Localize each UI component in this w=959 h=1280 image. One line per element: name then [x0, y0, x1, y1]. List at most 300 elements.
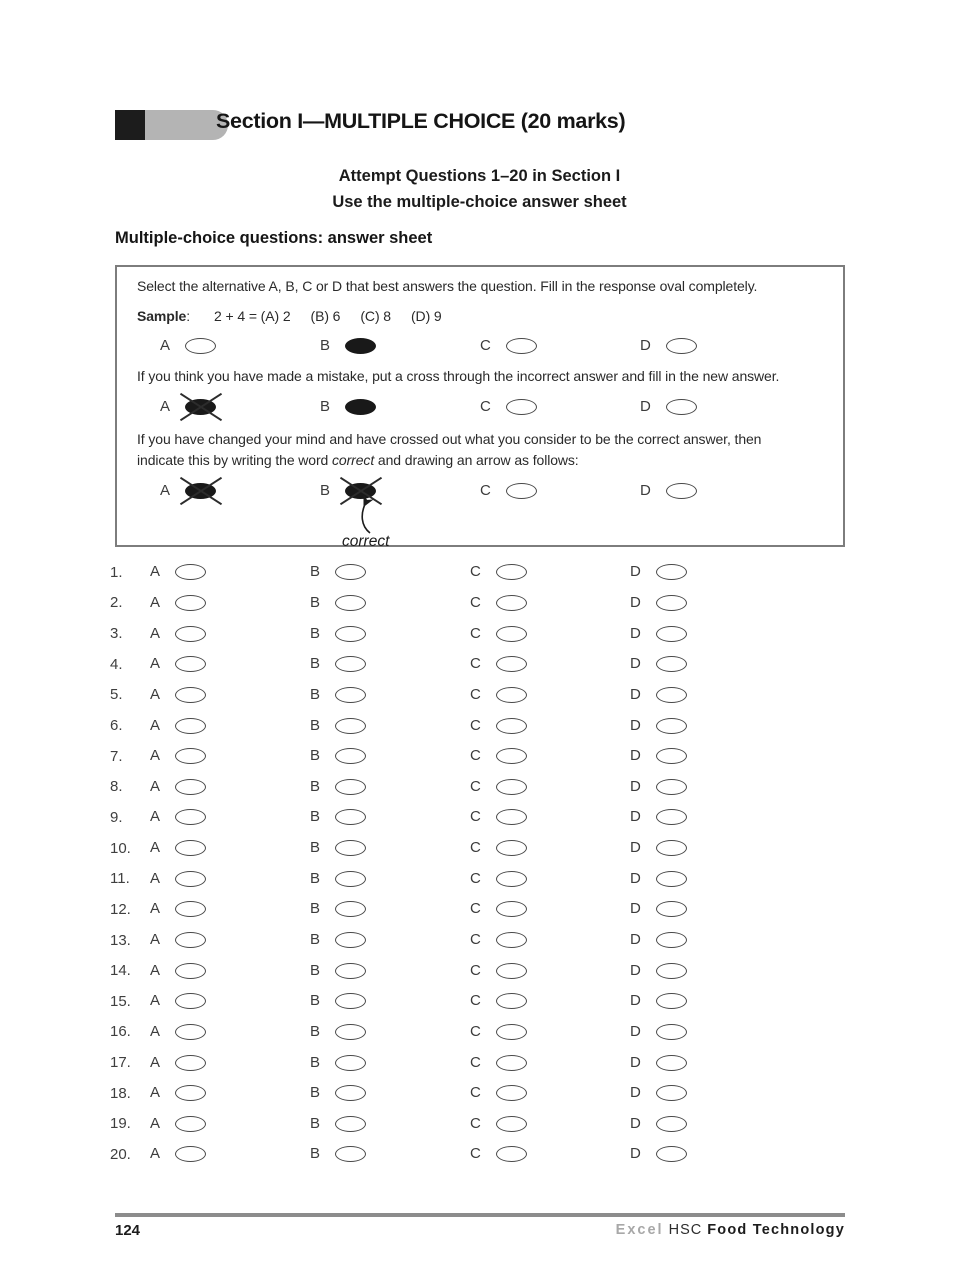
answer-row	[110, 1078, 870, 1109]
oval-shape-icon	[175, 1085, 206, 1101]
oval-shape-icon	[496, 901, 527, 917]
option-letter: B	[310, 931, 321, 948]
response-oval[interactable]	[175, 1055, 206, 1071]
option-letter: B	[310, 992, 321, 1010]
option-a	[150, 932, 310, 949]
response-oval[interactable]	[175, 1024, 206, 1040]
oval-shape-icon	[656, 1116, 687, 1132]
option-letter: A	[150, 716, 161, 734]
answer-grid	[110, 557, 870, 1170]
option-letter: D	[640, 336, 651, 354]
option-a	[150, 686, 310, 703]
option-b	[310, 656, 470, 673]
option-b	[310, 748, 470, 765]
instruction-select-line: Select the alternative A, B, C or D that best answers the question. Fill in the response oval completely.	[137, 278, 758, 294]
oval-shape-icon	[496, 1146, 527, 1162]
oval-shape-icon	[496, 1024, 527, 1040]
brand-hsc: HSC	[663, 1222, 708, 1238]
option-letter: A	[160, 336, 171, 354]
option-a	[160, 482, 320, 499]
option-c	[470, 993, 630, 1010]
response-oval[interactable]	[175, 779, 206, 795]
option-letter: A	[150, 869, 161, 887]
option-letter: D	[630, 777, 641, 795]
response-oval[interactable]	[175, 718, 206, 734]
response-oval[interactable]	[175, 1085, 206, 1101]
option-c	[470, 901, 630, 918]
option-c	[480, 482, 640, 499]
oval-shape-icon	[175, 1055, 206, 1071]
response-oval[interactable]	[175, 595, 206, 611]
option-letter: B	[320, 336, 331, 354]
option-letter: A	[150, 685, 161, 703]
response-oval[interactable]	[656, 656, 687, 672]
response-oval[interactable]	[335, 1085, 366, 1101]
oval-shape-icon	[335, 1146, 366, 1162]
option-a	[150, 962, 310, 979]
response-oval[interactable]	[496, 993, 527, 1009]
changed-line-italic-word: correct	[332, 452, 375, 468]
option-d	[630, 870, 790, 887]
oval-shape-icon	[496, 993, 527, 1009]
oval-shape-icon	[496, 1116, 527, 1132]
oval-shape-icon	[496, 840, 527, 856]
response-oval[interactable]	[496, 687, 527, 703]
answer-row	[110, 925, 870, 956]
response-oval[interactable]	[656, 840, 687, 856]
option-d	[640, 337, 800, 354]
response-oval[interactable]	[496, 871, 527, 887]
response-oval[interactable]	[656, 871, 687, 887]
oval-shape-icon	[175, 687, 206, 703]
response-oval[interactable]	[335, 564, 366, 580]
response-oval[interactable]	[656, 1055, 687, 1071]
response-oval[interactable]	[656, 993, 687, 1009]
oval-shape-icon	[175, 748, 206, 764]
option-letter: A	[150, 655, 161, 673]
response-oval[interactable]	[175, 1146, 206, 1162]
response-oval[interactable]	[175, 901, 206, 917]
option-letter: B	[310, 685, 321, 703]
option-letter: C	[470, 839, 481, 857]
response-oval[interactable]	[335, 687, 366, 703]
response-oval[interactable]	[175, 932, 206, 948]
option-c	[470, 1146, 630, 1163]
oval-shape-icon	[496, 871, 527, 887]
oval-shape-icon	[496, 963, 527, 979]
option-c	[470, 625, 630, 642]
option-letter: A	[150, 839, 161, 857]
option-letter: A	[150, 1145, 161, 1163]
response-oval[interactable]	[496, 1024, 527, 1040]
option-letter: D	[640, 481, 651, 499]
option-d	[630, 717, 790, 734]
option-letter: D	[630, 869, 641, 887]
oval-shape-icon	[175, 1024, 206, 1040]
oval-shape-icon	[656, 901, 687, 917]
page-title: Section I—MULTIPLE CHOICE (20 marks)	[216, 109, 626, 133]
response-oval	[345, 483, 376, 499]
option-b	[310, 686, 470, 703]
answer-row	[110, 894, 870, 925]
question-number: 15.	[110, 992, 131, 1010]
oval-shape-icon	[666, 338, 697, 354]
option-c	[470, 1085, 630, 1102]
option-letter: A	[150, 1022, 161, 1040]
option-d	[630, 594, 790, 611]
response-oval[interactable]	[496, 809, 527, 825]
oval-shape-icon	[656, 871, 687, 887]
option-letter: B	[310, 1084, 321, 1102]
response-oval	[345, 399, 376, 415]
response-oval[interactable]	[496, 626, 527, 642]
mistake-answer-row	[160, 398, 835, 415]
response-oval[interactable]	[335, 1116, 366, 1132]
answer-row	[110, 1017, 870, 1048]
response-oval	[185, 399, 216, 415]
response-oval[interactable]	[656, 901, 687, 917]
oval-shape-icon	[175, 840, 206, 856]
question-number: 10.	[110, 839, 131, 857]
question-number: 2.	[110, 594, 123, 612]
response-oval	[506, 399, 537, 415]
answer-row	[110, 741, 870, 772]
oval-shape-icon	[656, 626, 687, 642]
oval-shape-icon	[656, 993, 687, 1009]
option-letter: B	[310, 593, 321, 611]
subtitle	[0, 163, 959, 215]
option-letter: B	[310, 777, 321, 795]
oval-shape-icon	[335, 901, 366, 917]
option-letter: D	[630, 1053, 641, 1071]
option-a	[150, 594, 310, 611]
response-oval[interactable]	[335, 1024, 366, 1040]
oval-shape-icon	[175, 993, 206, 1009]
response-oval[interactable]	[335, 963, 366, 979]
oval-shape-icon	[175, 564, 206, 580]
sample-option-d: (D) 9	[411, 308, 442, 324]
response-oval[interactable]	[656, 1146, 687, 1162]
response-oval[interactable]	[656, 779, 687, 795]
response-oval	[185, 483, 216, 499]
option-a	[150, 901, 310, 918]
oval-shape-icon	[656, 564, 687, 580]
option-letter: B	[310, 961, 321, 979]
instruction-changed-line	[137, 429, 805, 471]
response-oval[interactable]	[335, 779, 366, 795]
response-oval[interactable]	[656, 626, 687, 642]
option-letter: C	[480, 481, 491, 499]
response-oval	[506, 338, 537, 354]
response-oval[interactable]	[175, 963, 206, 979]
response-oval[interactable]	[335, 656, 366, 672]
oval-shape-icon	[656, 1024, 687, 1040]
option-a	[150, 564, 310, 581]
response-oval[interactable]	[335, 840, 366, 856]
response-oval[interactable]	[175, 564, 206, 580]
oval-shape-icon	[496, 1055, 527, 1071]
option-d	[630, 748, 790, 765]
option-a	[160, 337, 320, 354]
option-a	[150, 1115, 310, 1132]
option-c	[470, 594, 630, 611]
question-number: 19.	[110, 1115, 131, 1133]
response-oval[interactable]	[496, 595, 527, 611]
response-oval[interactable]	[656, 932, 687, 948]
response-oval[interactable]	[496, 748, 527, 764]
option-d	[630, 962, 790, 979]
option-letter: B	[310, 808, 321, 826]
option-d	[630, 840, 790, 857]
option-d	[630, 564, 790, 581]
option-d	[630, 778, 790, 795]
question-number: 9.	[110, 808, 123, 826]
option-letter: C	[470, 1053, 481, 1071]
option-letter: D	[630, 961, 641, 979]
option-a	[150, 1023, 310, 1040]
oval-shape-icon	[506, 399, 537, 415]
option-b	[320, 337, 480, 354]
oval-shape-icon	[345, 399, 376, 415]
option-d	[630, 1054, 790, 1071]
oval-shape-icon	[656, 687, 687, 703]
oval-shape-icon	[666, 399, 697, 415]
option-b	[310, 932, 470, 949]
subtitle-line2: Use the multiple-choice answer sheet	[332, 193, 627, 211]
option-d	[640, 398, 800, 415]
option-d	[630, 901, 790, 918]
response-oval[interactable]	[496, 840, 527, 856]
response-oval[interactable]	[335, 901, 366, 917]
option-d	[630, 1023, 790, 1040]
oval-shape-icon	[496, 656, 527, 672]
answer-row	[110, 649, 870, 680]
response-oval[interactable]	[175, 1116, 206, 1132]
response-oval[interactable]	[656, 595, 687, 611]
response-oval[interactable]	[175, 871, 206, 887]
option-letter: B	[310, 1022, 321, 1040]
oval-shape-icon	[656, 779, 687, 795]
response-oval[interactable]	[656, 564, 687, 580]
response-oval[interactable]	[335, 748, 366, 764]
response-oval[interactable]	[656, 809, 687, 825]
response-oval[interactable]	[656, 748, 687, 764]
oval-shape-icon	[496, 687, 527, 703]
response-oval[interactable]	[496, 656, 527, 672]
option-letter: B	[310, 1053, 321, 1071]
option-letter: A	[160, 397, 171, 415]
option-letter: D	[630, 900, 641, 918]
option-c	[470, 778, 630, 795]
response-oval[interactable]	[656, 1085, 687, 1101]
option-letter: C	[470, 716, 481, 734]
option-c	[470, 962, 630, 979]
response-oval[interactable]	[335, 595, 366, 611]
option-b	[310, 717, 470, 734]
option-a	[150, 870, 310, 887]
option-b	[310, 564, 470, 581]
oval-shape-icon	[656, 840, 687, 856]
option-b	[310, 1115, 470, 1132]
sample-colon: :	[186, 308, 190, 324]
answer-row	[110, 986, 870, 1017]
answer-row	[110, 1047, 870, 1078]
response-oval[interactable]	[175, 840, 206, 856]
response-oval[interactable]	[656, 687, 687, 703]
question-number: 4.	[110, 655, 123, 673]
option-letter: D	[630, 747, 641, 765]
option-b	[310, 962, 470, 979]
oval-shape-icon	[335, 687, 366, 703]
response-oval[interactable]	[175, 687, 206, 703]
response-oval[interactable]	[335, 932, 366, 948]
response-oval[interactable]	[496, 1116, 527, 1132]
response-oval[interactable]	[496, 901, 527, 917]
option-b	[310, 594, 470, 611]
response-oval[interactable]	[335, 1055, 366, 1071]
option-c	[470, 564, 630, 581]
option-letter: A	[150, 808, 161, 826]
option-a	[150, 840, 310, 857]
instruction-box	[115, 265, 845, 550]
question-number: 7.	[110, 747, 123, 765]
question-number: 18.	[110, 1084, 131, 1102]
oval-shape-icon	[175, 963, 206, 979]
oval-shape-icon	[175, 595, 206, 611]
option-letter: B	[310, 900, 321, 918]
section-heading: Multiple-choice questions: answer sheet	[115, 229, 433, 247]
question-number: 20.	[110, 1145, 131, 1163]
option-letter: D	[630, 1145, 641, 1163]
answer-row	[110, 955, 870, 986]
response-oval[interactable]	[496, 1055, 527, 1071]
option-letter: A	[150, 777, 161, 795]
answer-row	[110, 771, 870, 802]
response-oval[interactable]	[496, 932, 527, 948]
option-letter: B	[310, 869, 321, 887]
option-d	[630, 1115, 790, 1132]
oval-shape-icon	[496, 748, 527, 764]
response-oval[interactable]	[496, 779, 527, 795]
oval-shape-icon	[656, 1085, 687, 1101]
answer-row	[110, 557, 870, 588]
option-letter: B	[310, 1145, 321, 1163]
option-letter: D	[630, 624, 641, 642]
response-oval[interactable]	[656, 963, 687, 979]
oval-shape-icon	[335, 963, 366, 979]
oval-shape-icon	[656, 809, 687, 825]
oval-shape-icon	[656, 1146, 687, 1162]
option-letter: C	[470, 777, 481, 795]
option-c	[470, 686, 630, 703]
oval-shape-icon	[175, 809, 206, 825]
response-oval[interactable]	[175, 993, 206, 1009]
option-letter: C	[470, 869, 481, 887]
option-letter: C	[470, 931, 481, 948]
response-oval[interactable]	[496, 718, 527, 734]
option-a	[150, 717, 310, 734]
option-letter: B	[310, 747, 321, 765]
response-oval[interactable]	[496, 1146, 527, 1162]
response-oval[interactable]	[335, 718, 366, 734]
answer-row	[110, 618, 870, 649]
response-oval[interactable]	[175, 626, 206, 642]
response-oval[interactable]	[335, 626, 366, 642]
response-oval	[345, 338, 376, 354]
oval-shape-icon	[496, 1085, 527, 1101]
answer-row	[110, 863, 870, 894]
response-oval[interactable]	[175, 656, 206, 672]
oval-shape-icon	[335, 626, 366, 642]
option-b	[310, 1054, 470, 1071]
option-b	[310, 625, 470, 642]
option-letter: D	[630, 992, 641, 1010]
response-oval[interactable]	[335, 993, 366, 1009]
response-oval[interactable]	[656, 1024, 687, 1040]
response-oval[interactable]	[496, 564, 527, 580]
response-oval[interactable]	[335, 1146, 366, 1162]
answer-row	[110, 710, 870, 741]
option-letter: B	[310, 1114, 321, 1132]
response-oval[interactable]	[335, 871, 366, 887]
oval-shape-icon	[335, 748, 366, 764]
question-number: 17.	[110, 1054, 131, 1072]
oval-shape-icon	[666, 483, 697, 499]
option-letter: B	[310, 655, 321, 673]
answer-row	[110, 833, 870, 864]
changed-answer-row	[160, 481, 835, 550]
instruction-mistake-line: If you think you have made a mistake, put a cross through the incorrect answer and fill in the new answer.	[137, 368, 780, 384]
option-a	[150, 1085, 310, 1102]
option-b	[310, 993, 470, 1010]
response-oval[interactable]	[496, 1085, 527, 1101]
oval-shape-icon	[656, 932, 687, 948]
correct-word: correct	[342, 533, 390, 550]
question-number: 14.	[110, 962, 131, 980]
footer-page-number: 124	[115, 1222, 141, 1239]
oval-shape-icon	[175, 626, 206, 642]
response-oval	[666, 338, 697, 354]
option-letter: A	[150, 900, 161, 918]
answer-row	[110, 680, 870, 711]
option-letter: C	[470, 1084, 481, 1102]
section-marker	[115, 110, 215, 140]
oval-shape-icon	[496, 595, 527, 611]
response-oval[interactable]	[335, 809, 366, 825]
response-oval[interactable]	[656, 718, 687, 734]
option-letter: C	[470, 624, 481, 642]
oval-shape-icon	[656, 595, 687, 611]
response-oval[interactable]	[496, 963, 527, 979]
response-oval[interactable]	[175, 748, 206, 764]
option-letter: D	[630, 685, 641, 703]
oval-shape-icon	[656, 656, 687, 672]
oval-shape-icon	[335, 840, 366, 856]
option-letter: C	[470, 900, 481, 918]
option-b	[310, 1023, 470, 1040]
oval-shape-icon	[335, 1055, 366, 1071]
response-oval	[666, 483, 697, 499]
changed-line-part2: and drawing an arrow as follows:	[374, 452, 579, 468]
option-b	[310, 901, 470, 918]
oval-shape-icon	[506, 483, 537, 499]
response-oval[interactable]	[656, 1116, 687, 1132]
response-oval[interactable]	[175, 809, 206, 825]
answer-row	[110, 1109, 870, 1140]
option-letter: A	[150, 747, 161, 765]
oval-shape-icon	[335, 656, 366, 672]
option-b	[320, 398, 480, 415]
